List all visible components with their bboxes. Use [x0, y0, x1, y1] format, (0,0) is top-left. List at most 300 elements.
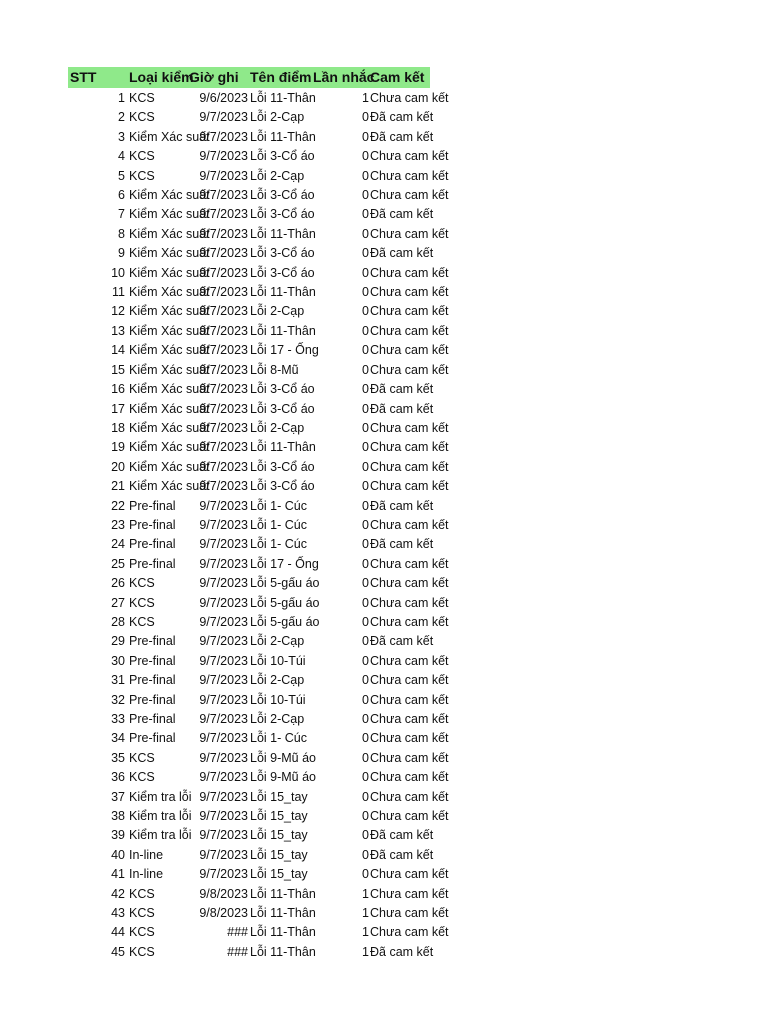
cell-lan[interactable]: 1 — [362, 944, 369, 959]
table-row — [0, 186, 768, 205]
cell-cam[interactable]: Đã cam kết — [370, 207, 434, 222]
cell-loai[interactable]: Kiểm Xác suất — [129, 265, 210, 280]
cell-stt[interactable]: 35 — [111, 750, 125, 765]
cell-cam[interactable]: Chưa cam kết — [370, 479, 449, 494]
cell-stt[interactable]: 28 — [111, 614, 125, 629]
cell-cam[interactable]: Chưa cam kết — [370, 809, 449, 824]
cell-lan[interactable]: 0 — [362, 731, 369, 746]
cell-lan[interactable]: 1 — [362, 906, 369, 921]
cell-loai[interactable]: KCS — [129, 110, 155, 125]
cell-stt[interactable]: 4 — [118, 149, 125, 164]
cell-lan[interactable]: 0 — [362, 712, 369, 726]
cell-ten[interactable]: Lỗi 5-gấu áo — [250, 614, 320, 629]
cell-ten[interactable]: Lỗi 3-Cổ áo — [250, 479, 315, 494]
cell-loai[interactable]: Kiểm Xác suất — [129, 459, 210, 474]
cell-stt[interactable]: 12 — [111, 304, 125, 319]
cell-stt[interactable]: 17 — [111, 401, 125, 416]
cell-lan[interactable]: 0 — [362, 382, 369, 397]
cell-gio[interactable]: 9/7/2023 — [199, 401, 248, 416]
cell-gio[interactable]: 9/7/2023 — [199, 129, 248, 144]
cell-cam[interactable]: Đã cam kết — [370, 401, 434, 416]
cell-stt[interactable]: 20 — [111, 459, 125, 474]
cell-ten[interactable]: Lỗi 3-Cổ áo — [250, 207, 315, 222]
cell-cam[interactable]: Đã cam kết — [370, 634, 434, 649]
cell-cam[interactable]: Đã cam kết — [370, 246, 434, 261]
cell-stt[interactable]: 1 — [118, 91, 125, 105]
cell-ten[interactable]: Lỗi 1- Cúc — [250, 498, 307, 513]
cell-cam[interactable]: Chưa cam kết — [370, 712, 449, 726]
cell-loai[interactable]: KCS — [129, 576, 155, 591]
cell-gio[interactable]: ### — [227, 925, 248, 940]
cell-loai[interactable]: Pre-final — [129, 498, 176, 513]
header-lan[interactable]: Lần nhắc — [313, 69, 375, 85]
cell-cam[interactable]: Đã cam kết — [370, 828, 434, 843]
table-row — [0, 807, 768, 826]
cell-loai[interactable]: Kiểm Xác suất — [129, 479, 210, 494]
cell-gio[interactable]: 9/7/2023 — [199, 809, 248, 824]
cell-cam[interactable]: Chưa cam kết — [370, 343, 449, 358]
cell-stt[interactable]: 40 — [111, 847, 125, 862]
cell-gio[interactable]: 9/7/2023 — [199, 828, 248, 843]
cell-loai[interactable]: Kiểm Xác suất — [129, 343, 210, 358]
cell-ten[interactable]: Lỗi 11-Thân — [250, 906, 316, 921]
cell-lan[interactable]: 0 — [362, 149, 369, 164]
cell-ten[interactable]: Lỗi 3-Cổ áo — [250, 265, 315, 280]
cell-gio[interactable]: 9/7/2023 — [199, 692, 248, 707]
cell-gio[interactable]: 9/7/2023 — [199, 867, 248, 882]
table-row — [0, 400, 768, 419]
cell-stt[interactable]: 37 — [111, 789, 125, 804]
cell-ten[interactable]: Lỗi 9-Mũ áo — [250, 750, 317, 765]
cell-gio[interactable]: 9/7/2023 — [199, 595, 248, 610]
cell-lan[interactable]: 0 — [362, 692, 369, 707]
cell-gio[interactable]: 9/7/2023 — [199, 576, 248, 591]
cell-gio[interactable]: 9/7/2023 — [199, 459, 248, 474]
cell-loai[interactable]: Pre-final — [129, 692, 176, 707]
cell-lan[interactable]: 0 — [362, 246, 369, 261]
cell-ten[interactable]: Lỗi 9-Mũ áo — [250, 770, 317, 785]
cell-lan[interactable]: 0 — [362, 576, 369, 591]
cell-loai[interactable]: KCS — [129, 750, 155, 765]
cell-gio[interactable]: 9/7/2023 — [199, 847, 248, 862]
cell-ten[interactable]: Lỗi 10-Túi — [250, 653, 306, 668]
header-cam[interactable]: Cam kết — [370, 69, 425, 85]
cell-cam[interactable]: Chưa cam kết — [370, 653, 449, 668]
cell-loai[interactable]: Kiểm Xác suất — [129, 420, 210, 435]
cell-stt[interactable]: 24 — [111, 537, 125, 552]
cell-lan[interactable]: 0 — [362, 789, 369, 804]
cell-lan[interactable]: 0 — [362, 110, 369, 125]
cell-gio[interactable]: 9/7/2023 — [199, 304, 248, 319]
cell-ten[interactable]: Lỗi 3-Cổ áo — [250, 401, 315, 416]
cell-cam[interactable]: Đã cam kết — [370, 537, 434, 552]
cell-loai[interactable]: KCS — [129, 149, 155, 164]
cell-stt[interactable]: 22 — [111, 498, 125, 513]
cell-lan[interactable]: 0 — [362, 479, 369, 494]
cell-ten[interactable]: Lỗi 2-Cạp — [250, 420, 305, 435]
cell-loai[interactable]: Kiểm tra lỗi — [129, 828, 192, 843]
cell-ten[interactable]: Lỗi 15_tay — [250, 847, 308, 862]
cell-ten[interactable]: Lỗi 11-Thân — [250, 925, 316, 940]
cell-lan[interactable]: 0 — [362, 401, 369, 416]
cell-gio[interactable]: 9/6/2023 — [199, 91, 248, 105]
cell-lan[interactable]: 0 — [362, 362, 369, 377]
cell-loai[interactable]: Pre-final — [129, 556, 176, 571]
cell-loai[interactable]: Kiểm Xác suất — [129, 304, 210, 319]
header-stt[interactable]: STT — [70, 69, 97, 85]
cell-ten[interactable]: Lỗi 17 - Ống — [250, 556, 319, 571]
table-row — [0, 302, 768, 321]
cell-lan[interactable]: 0 — [362, 673, 369, 688]
cell-gio[interactable]: 9/7/2023 — [199, 246, 248, 261]
cell-cam[interactable]: Chưa cam kết — [370, 789, 449, 804]
table-row — [0, 283, 768, 302]
cell-gio[interactable]: 9/7/2023 — [199, 207, 248, 222]
cell-ten[interactable]: Lỗi 11-Thân — [250, 226, 316, 241]
cell-loai[interactable]: In-line — [129, 867, 164, 882]
cell-gio[interactable]: 9/8/2023 — [199, 906, 248, 921]
cell-ten[interactable]: Lỗi 15_tay — [250, 828, 308, 843]
cell-cam[interactable]: Chưa cam kết — [370, 517, 449, 532]
cell-stt[interactable]: 19 — [111, 440, 125, 455]
table-row — [0, 594, 768, 613]
cell-ten[interactable]: Lỗi 2-Cạp — [250, 168, 305, 183]
cell-stt[interactable]: 39 — [111, 828, 125, 843]
cell-ten[interactable]: Lỗi 15_tay — [250, 809, 308, 824]
cell-loai[interactable]: Kiểm Xác suất — [129, 285, 210, 300]
cell-stt[interactable]: 18 — [111, 420, 125, 435]
cell-loai[interactable]: Kiểm Xác suất — [129, 207, 210, 222]
cell-cam[interactable]: Chưa cam kết — [370, 750, 449, 765]
cell-cam[interactable]: Chưa cam kết — [370, 265, 449, 280]
cell-lan[interactable]: 0 — [362, 770, 369, 785]
cell-ten[interactable]: Lỗi 5-gấu áo — [250, 595, 320, 610]
cell-lan[interactable]: 0 — [362, 867, 369, 882]
cell-gio[interactable]: 9/7/2023 — [199, 517, 248, 532]
cell-loai[interactable]: KCS — [129, 770, 155, 785]
cell-loai[interactable]: Kiểm Xác suất — [129, 323, 210, 338]
cell-cam[interactable]: Đã cam kết — [370, 944, 434, 959]
table-row — [0, 865, 768, 884]
cell-stt[interactable]: 11 — [112, 285, 125, 300]
cell-cam[interactable]: Chưa cam kết — [370, 906, 449, 921]
cell-cam[interactable]: Chưa cam kết — [370, 440, 449, 455]
cell-stt[interactable]: 13 — [111, 323, 125, 338]
cell-loai[interactable]: Pre-final — [129, 653, 176, 668]
cell-cam[interactable]: Chưa cam kết — [370, 595, 449, 610]
cell-loai[interactable]: Kiểm Xác suất — [129, 246, 210, 261]
cell-cam[interactable]: Chưa cam kết — [370, 614, 449, 629]
cell-gio[interactable]: 9/7/2023 — [199, 750, 248, 765]
cell-stt[interactable]: 15 — [111, 362, 125, 377]
cell-gio[interactable]: ### — [227, 944, 248, 959]
cell-gio[interactable]: 9/7/2023 — [199, 343, 248, 358]
cell-lan[interactable]: 0 — [362, 129, 369, 144]
cell-loai[interactable]: KCS — [129, 944, 155, 959]
cell-lan[interactable]: 0 — [362, 168, 369, 183]
cell-lan[interactable]: 0 — [362, 304, 369, 319]
cell-stt[interactable]: 16 — [111, 382, 125, 397]
cell-cam[interactable]: Chưa cam kết — [370, 362, 449, 377]
header-loai[interactable]: Loại kiểm — [129, 69, 194, 85]
cell-ten[interactable]: Lỗi 11-Thân — [250, 323, 316, 338]
cell-cam[interactable]: Chưa cam kết — [370, 323, 449, 338]
cell-cam[interactable]: Chưa cam kết — [370, 168, 449, 183]
cell-cam[interactable]: Chưa cam kết — [370, 91, 449, 105]
cell-loai[interactable]: Kiểm tra lỗi — [129, 809, 192, 824]
table-row — [0, 574, 768, 593]
cell-loai[interactable]: In-line — [129, 847, 164, 862]
cell-loai[interactable]: Pre-final — [129, 712, 176, 726]
cell-lan[interactable]: 0 — [362, 809, 369, 824]
cell-stt[interactable]: 9 — [118, 246, 125, 261]
cell-loai[interactable]: Kiểm Xác suất — [129, 440, 210, 455]
cell-cam[interactable]: Đã cam kết — [370, 110, 434, 125]
cell-gio[interactable]: 9/7/2023 — [199, 110, 248, 125]
table-row — [0, 749, 768, 768]
cell-ten[interactable]: Lỗi 11-Thân — [250, 886, 316, 901]
cell-ten[interactable]: Lỗi 8-Mũ — [250, 362, 299, 377]
cell-ten[interactable]: Lỗi 2-Cạp — [250, 634, 305, 649]
cell-cam[interactable]: Chưa cam kết — [370, 886, 449, 901]
cell-ten[interactable]: Lỗi 11-Thân — [250, 91, 316, 105]
cell-stt[interactable]: 45 — [111, 944, 125, 959]
cell-cam[interactable]: Chưa cam kết — [370, 867, 449, 882]
cell-stt[interactable]: 25 — [111, 556, 125, 571]
cell-loai[interactable]: Kiểm Xác suất — [129, 401, 210, 416]
cell-ten[interactable]: Lỗi 11-Thân — [250, 440, 316, 455]
cell-lan[interactable]: 0 — [362, 323, 369, 338]
cell-gio[interactable]: 9/7/2023 — [199, 440, 248, 455]
cell-stt[interactable]: 31 — [111, 673, 125, 688]
cell-stt[interactable]: 29 — [111, 634, 125, 649]
cell-stt[interactable]: 42 — [111, 886, 125, 901]
cell-ten[interactable]: Lỗi 1- Cúc — [250, 517, 307, 532]
cell-lan[interactable]: 0 — [362, 285, 369, 300]
table-row — [0, 380, 768, 399]
cell-gio[interactable]: 9/7/2023 — [199, 149, 248, 164]
cell-loai[interactable]: Pre-final — [129, 731, 176, 746]
cell-lan[interactable]: 0 — [362, 828, 369, 843]
cell-gio[interactable]: 9/7/2023 — [199, 420, 248, 435]
cell-lan[interactable]: 0 — [362, 556, 369, 571]
cell-ten[interactable]: Lỗi 3-Cổ áo — [250, 149, 315, 164]
cell-gio[interactable]: 9/7/2023 — [199, 188, 248, 203]
cell-gio[interactable]: 9/7/2023 — [199, 479, 248, 494]
cell-lan[interactable]: 0 — [362, 498, 369, 513]
cell-lan[interactable]: 0 — [362, 595, 369, 610]
cell-lan[interactable]: 0 — [362, 614, 369, 629]
cell-gio[interactable]: 9/7/2023 — [199, 731, 248, 746]
header-ten[interactable]: Tên điểm — [250, 69, 312, 85]
cell-ten[interactable]: Lỗi 10-Túi — [250, 692, 306, 707]
cell-lan[interactable]: 0 — [362, 459, 369, 474]
cell-stt[interactable]: 2 — [118, 110, 125, 125]
cell-cam[interactable]: Đã cam kết — [370, 129, 434, 144]
cell-stt[interactable]: 5 — [118, 168, 125, 183]
table-row — [0, 322, 768, 341]
cell-ten[interactable]: Lỗi 2-Cạp — [250, 712, 305, 726]
cell-loai[interactable]: Pre-final — [129, 537, 176, 552]
cell-gio[interactable]: 9/7/2023 — [199, 168, 248, 183]
cell-ten[interactable]: Lỗi 15_tay — [250, 789, 308, 804]
cell-gio[interactable]: 9/7/2023 — [199, 362, 248, 377]
cell-lan[interactable]: 0 — [362, 440, 369, 455]
cell-lan[interactable]: 0 — [362, 537, 369, 552]
cell-loai[interactable]: KCS — [129, 595, 155, 610]
cell-stt[interactable]: 14 — [111, 343, 125, 358]
cell-loai[interactable]: KCS — [129, 886, 155, 901]
cell-loai[interactable]: KCS — [129, 168, 155, 183]
cell-loai[interactable]: Kiểm Xác suất — [129, 382, 210, 397]
cell-cam[interactable]: Chưa cam kết — [370, 556, 449, 571]
cell-cam[interactable]: Chưa cam kết — [370, 673, 449, 688]
cell-gio[interactable]: 9/7/2023 — [199, 634, 248, 649]
cell-stt[interactable]: 30 — [111, 653, 125, 668]
cell-loai[interactable]: Kiểm tra lỗi — [129, 789, 192, 804]
cell-lan[interactable]: 0 — [362, 634, 369, 649]
cell-stt[interactable]: 36 — [111, 770, 125, 785]
cell-cam[interactable]: Đã cam kết — [370, 847, 434, 862]
cell-stt[interactable]: 41 — [111, 867, 125, 882]
cell-ten[interactable]: Lỗi 5-gấu áo — [250, 576, 320, 591]
cell-cam[interactable]: Chưa cam kết — [370, 925, 449, 940]
cell-lan[interactable]: 1 — [362, 925, 369, 940]
cell-cam[interactable]: Đã cam kết — [370, 498, 434, 513]
cell-stt[interactable]: 8 — [118, 226, 125, 241]
cell-gio[interactable]: 9/7/2023 — [199, 537, 248, 552]
cell-lan[interactable]: 1 — [362, 91, 369, 105]
cell-stt[interactable]: 26 — [111, 576, 125, 591]
cell-ten[interactable]: Lỗi 2-Cạp — [250, 110, 305, 125]
cell-gio[interactable]: 9/7/2023 — [199, 789, 248, 804]
table-row — [0, 108, 768, 127]
cell-lan[interactable]: 0 — [362, 847, 369, 862]
cell-gio[interactable]: 9/7/2023 — [199, 285, 248, 300]
table-row — [0, 671, 768, 690]
cell-gio[interactable]: 9/7/2023 — [199, 323, 248, 338]
cell-cam[interactable]: Chưa cam kết — [370, 576, 449, 591]
cell-loai[interactable]: Pre-final — [129, 634, 176, 649]
cell-lan[interactable]: 0 — [362, 265, 369, 280]
cell-cam[interactable]: Chưa cam kết — [370, 692, 449, 707]
cell-cam[interactable]: Chưa cam kết — [370, 731, 449, 746]
cell-loai[interactable]: KCS — [129, 91, 155, 105]
cell-loai[interactable]: Kiểm Xác suất — [129, 226, 210, 241]
table-row — [0, 167, 768, 186]
table-row — [0, 205, 768, 224]
cell-lan[interactable]: 0 — [362, 188, 369, 203]
cell-lan[interactable]: 0 — [362, 653, 369, 668]
cell-loai[interactable]: KCS — [129, 614, 155, 629]
cell-stt[interactable]: 27 — [111, 595, 125, 610]
cell-ten[interactable]: Lỗi 3-Cổ áo — [250, 246, 315, 261]
cell-gio[interactable]: 9/7/2023 — [199, 382, 248, 397]
cell-cam[interactable]: Đã cam kết — [370, 382, 434, 397]
cell-stt[interactable]: 6 — [118, 188, 125, 203]
table-row — [0, 923, 768, 942]
cell-ten[interactable]: Lỗi 1- Cúc — [250, 537, 307, 552]
cell-stt[interactable]: 34 — [111, 731, 125, 746]
cell-ten[interactable]: Lỗi 15_tay — [250, 867, 308, 882]
table-row — [0, 710, 768, 729]
cell-ten[interactable]: Lỗi 3-Cổ áo — [250, 459, 315, 474]
cell-lan[interactable]: 0 — [362, 420, 369, 435]
cell-lan[interactable]: 0 — [362, 226, 369, 241]
cell-cam[interactable]: Chưa cam kết — [370, 285, 449, 300]
cell-gio[interactable]: 9/7/2023 — [199, 556, 248, 571]
cell-cam[interactable]: Chưa cam kết — [370, 304, 449, 319]
cell-gio[interactable]: 9/7/2023 — [199, 614, 248, 629]
cell-gio[interactable]: 9/7/2023 — [199, 770, 248, 785]
cell-cam[interactable]: Chưa cam kết — [370, 420, 449, 435]
cell-loai[interactable]: Kiểm Xác suất — [129, 362, 210, 377]
cell-gio[interactable]: 9/7/2023 — [199, 673, 248, 688]
cell-cam[interactable]: Chưa cam kết — [370, 149, 449, 164]
table-row — [0, 438, 768, 457]
cell-stt[interactable]: 3 — [118, 129, 125, 144]
cell-cam[interactable]: Chưa cam kết — [370, 226, 449, 241]
cell-loai[interactable]: Kiểm Xác suất — [129, 129, 210, 144]
cell-cam[interactable]: Chưa cam kết — [370, 770, 449, 785]
cell-ten[interactable]: Lỗi 11-Thân — [250, 285, 316, 300]
cell-cam[interactable]: Chưa cam kết — [370, 188, 449, 203]
cell-gio[interactable]: 9/8/2023 — [199, 886, 248, 901]
cell-gio[interactable]: 9/7/2023 — [199, 712, 248, 726]
cell-ten[interactable]: Lỗi 3-Cổ áo — [250, 382, 315, 397]
cell-stt[interactable]: 32 — [111, 692, 125, 707]
cell-stt[interactable]: 43 — [111, 906, 125, 921]
cell-loai[interactable]: Pre-final — [129, 517, 176, 532]
cell-ten[interactable]: Lỗi 1- Cúc — [250, 731, 307, 746]
cell-lan[interactable]: 0 — [362, 343, 369, 358]
cell-ten[interactable]: Lỗi 3-Cổ áo — [250, 188, 315, 203]
cell-ten[interactable]: Lỗi 2-Cạp — [250, 304, 305, 319]
cell-stt[interactable]: 44 — [111, 925, 125, 940]
cell-stt[interactable]: 23 — [111, 517, 125, 532]
table-row — [0, 943, 768, 962]
cell-ten[interactable]: Lỗi 11-Thân — [250, 944, 316, 959]
cell-gio[interactable]: 9/7/2023 — [199, 653, 248, 668]
table-body — [0, 89, 768, 962]
cell-loai[interactable]: Kiểm Xác suất — [129, 188, 210, 203]
cell-lan[interactable]: 0 — [362, 207, 369, 222]
cell-stt[interactable]: 21 — [111, 479, 125, 494]
cell-stt[interactable]: 33 — [111, 712, 125, 726]
cell-loai[interactable]: Pre-final — [129, 673, 176, 688]
header-gio[interactable]: Giờ ghi — [189, 69, 239, 85]
table-row — [0, 691, 768, 710]
cell-stt[interactable]: 7 — [118, 207, 125, 222]
cell-lan[interactable]: 0 — [362, 517, 369, 532]
cell-gio[interactable]: 9/7/2023 — [199, 226, 248, 241]
table-row — [0, 632, 768, 651]
table-row — [0, 341, 768, 360]
cell-stt[interactable]: 38 — [111, 809, 125, 824]
cell-stt[interactable]: 10 — [111, 265, 125, 280]
cell-ten[interactable]: Lỗi 11-Thân — [250, 129, 316, 144]
cell-gio[interactable]: 9/7/2023 — [199, 498, 248, 513]
table-row — [0, 904, 768, 923]
cell-cam[interactable]: Chưa cam kết — [370, 459, 449, 474]
cell-gio[interactable]: 9/7/2023 — [199, 265, 248, 280]
cell-lan[interactable]: 1 — [362, 886, 369, 901]
cell-ten[interactable]: Lỗi 2-Cạp — [250, 673, 305, 688]
cell-loai[interactable]: KCS — [129, 925, 155, 940]
cell-loai[interactable]: KCS — [129, 906, 155, 921]
cell-lan[interactable]: 0 — [362, 750, 369, 765]
cell-ten[interactable]: Lỗi 17 - Ống — [250, 343, 319, 358]
